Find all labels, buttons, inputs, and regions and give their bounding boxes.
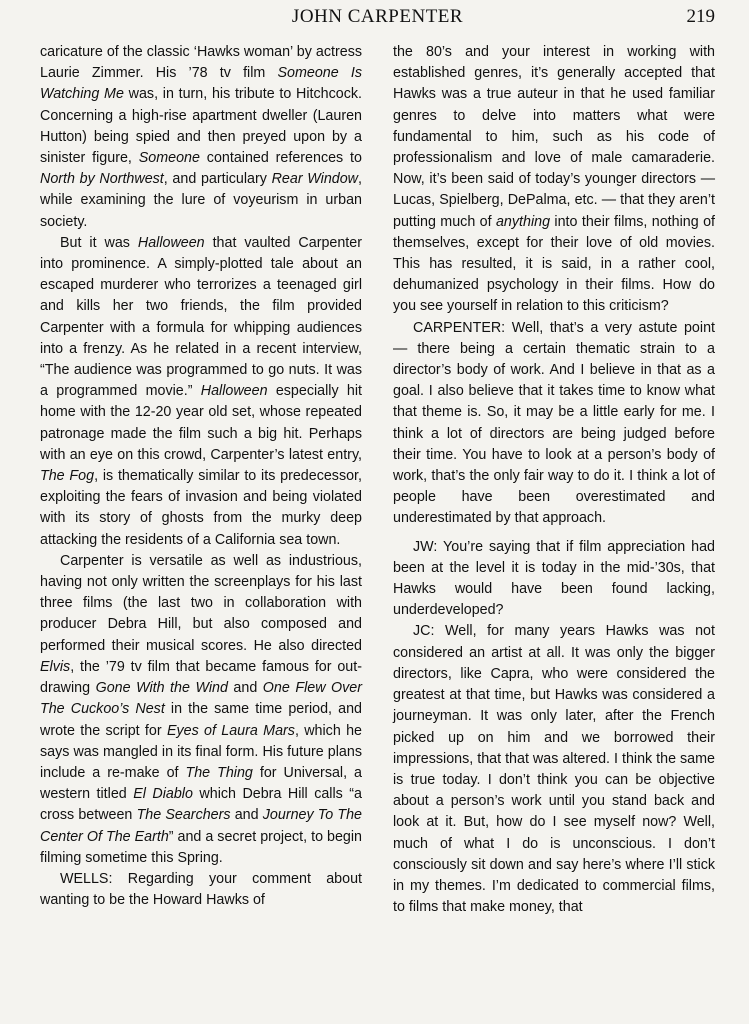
paragraph: caricature of the classic ‘Hawks woman’ by actress Laurie Zimmer. His ’78 tv film Someone Is Watching Me was, in turn, his tribute to Hitchcock. Concerning a high-rise apartment dweller (Lauren Hutton) being spied and then preyed upon by a sinister figure, Someone contained references to North by Northwest, and particulary Rear Window, while examining the lure of voyeurism in urban society. (40, 44, 362, 230)
paragraph: CARPENTER: Well, that’s a very astute point — there being a certain thematic strain to a director’s body of work. And I believe in that as a goal. I also believe that it takes time to know what that theme is. So, it may be a little early for me. I think a lot of directors are being judged before their time. You have to look at a person’s body of work, that’s the only fair way to do it. I think a lot of people have been overestimated and underestimated by that approach. (393, 319, 715, 527)
paragraph: WELLS: Regarding your comment about wanting to be the Howard Hawks of (40, 870, 362, 909)
paragraph: the 80’s and your interest in working with established genres, it’s generally accepted that Hawks was a true auteur in that he used familiar genres to delve into matters what were fundamental to him, such as his code of professionalism and love of male camaraderie. Now, it’s been said of today’s younger directors — Lucas, Spielberg, DePalma, etc. — that they aren’t putting much of anything into their films, nothing of themselves, except for their love of old movies. This has resulted, it is said, in a rather cool, dehumanized psychology in their films. How do you see yourself in relation to this criticism? (393, 44, 715, 315)
left-column (40, 42, 362, 911)
running-header (40, 6, 715, 32)
page-number: 219 (686, 6, 715, 27)
running-title: JOHN CARPENTER (291, 6, 464, 27)
paragraph: Carpenter is versatile as well as industrious, having not only written the screenplays for his last three films (the last two in collaboration with producer Debra Hill, but also composed and performed their musical scores. He also directed Elvis, the ’79 tv film that became famous for out-drawing Gone With the Wind and One Flew Over The Cuckoo’s Nest in the same time period, and wrote the script for Eyes of Laura Mars, which he says was mangled in its final form. His future plans include a re-make of The Thing for Universal, a western titled El Diablo which Debra Hill calls “a cross between The Searchers and Journey To The Center Of The Earth” and a secret project, to begin filming sometime this Spring. (40, 552, 363, 866)
paragraph: But it was Halloween that vaulted Carpenter into prominence. A simply-plotted tale about an escaped murderer who terrorizes a teenaged girl and kills her two friends, the film provided Carpenter with a formula for whipping audiences into a frenzy. As he related in a recent interview, “The audience was programmed to go nuts. It was a programmed movie.” Halloween especially hit home with the 12-20 year old set, whose repeated patronage made the film such a big hit. Perhaps with an eye on this crowd, Carpenter’s latest entry, The Fog, is thematically similar to its predecessor, exploiting the fears of invasion and being violated with its story of ghosts from the murky deep attacking the residents of a California sea town. (40, 234, 362, 548)
paragraph: JC: Well, for many years Hawks was not considered an artist at all. It was only the bigger directors, like Capra, who were considered the greatest at that time, but Hawks was considered a journeyman. It was only later, after the French picked up on him and we borrowed their impressions, that that was altered. I think the same is true today. I don’t think you can be objective about a person’s work until you stand back and look at it. But, how do I see myself now? Well, much of what I do is unconscious. I don’t consciously sit down and say here’s where I’ll stick in my themes. I’m dedicated to commercial films, to films that make money, that (393, 623, 715, 916)
right-column (393, 42, 715, 918)
paragraph: JW: You’re saying that if film appreciation had been at the level it is today in the mid-’30s, that Hawks would have been found lacking, underdeveloped? (393, 538, 715, 619)
